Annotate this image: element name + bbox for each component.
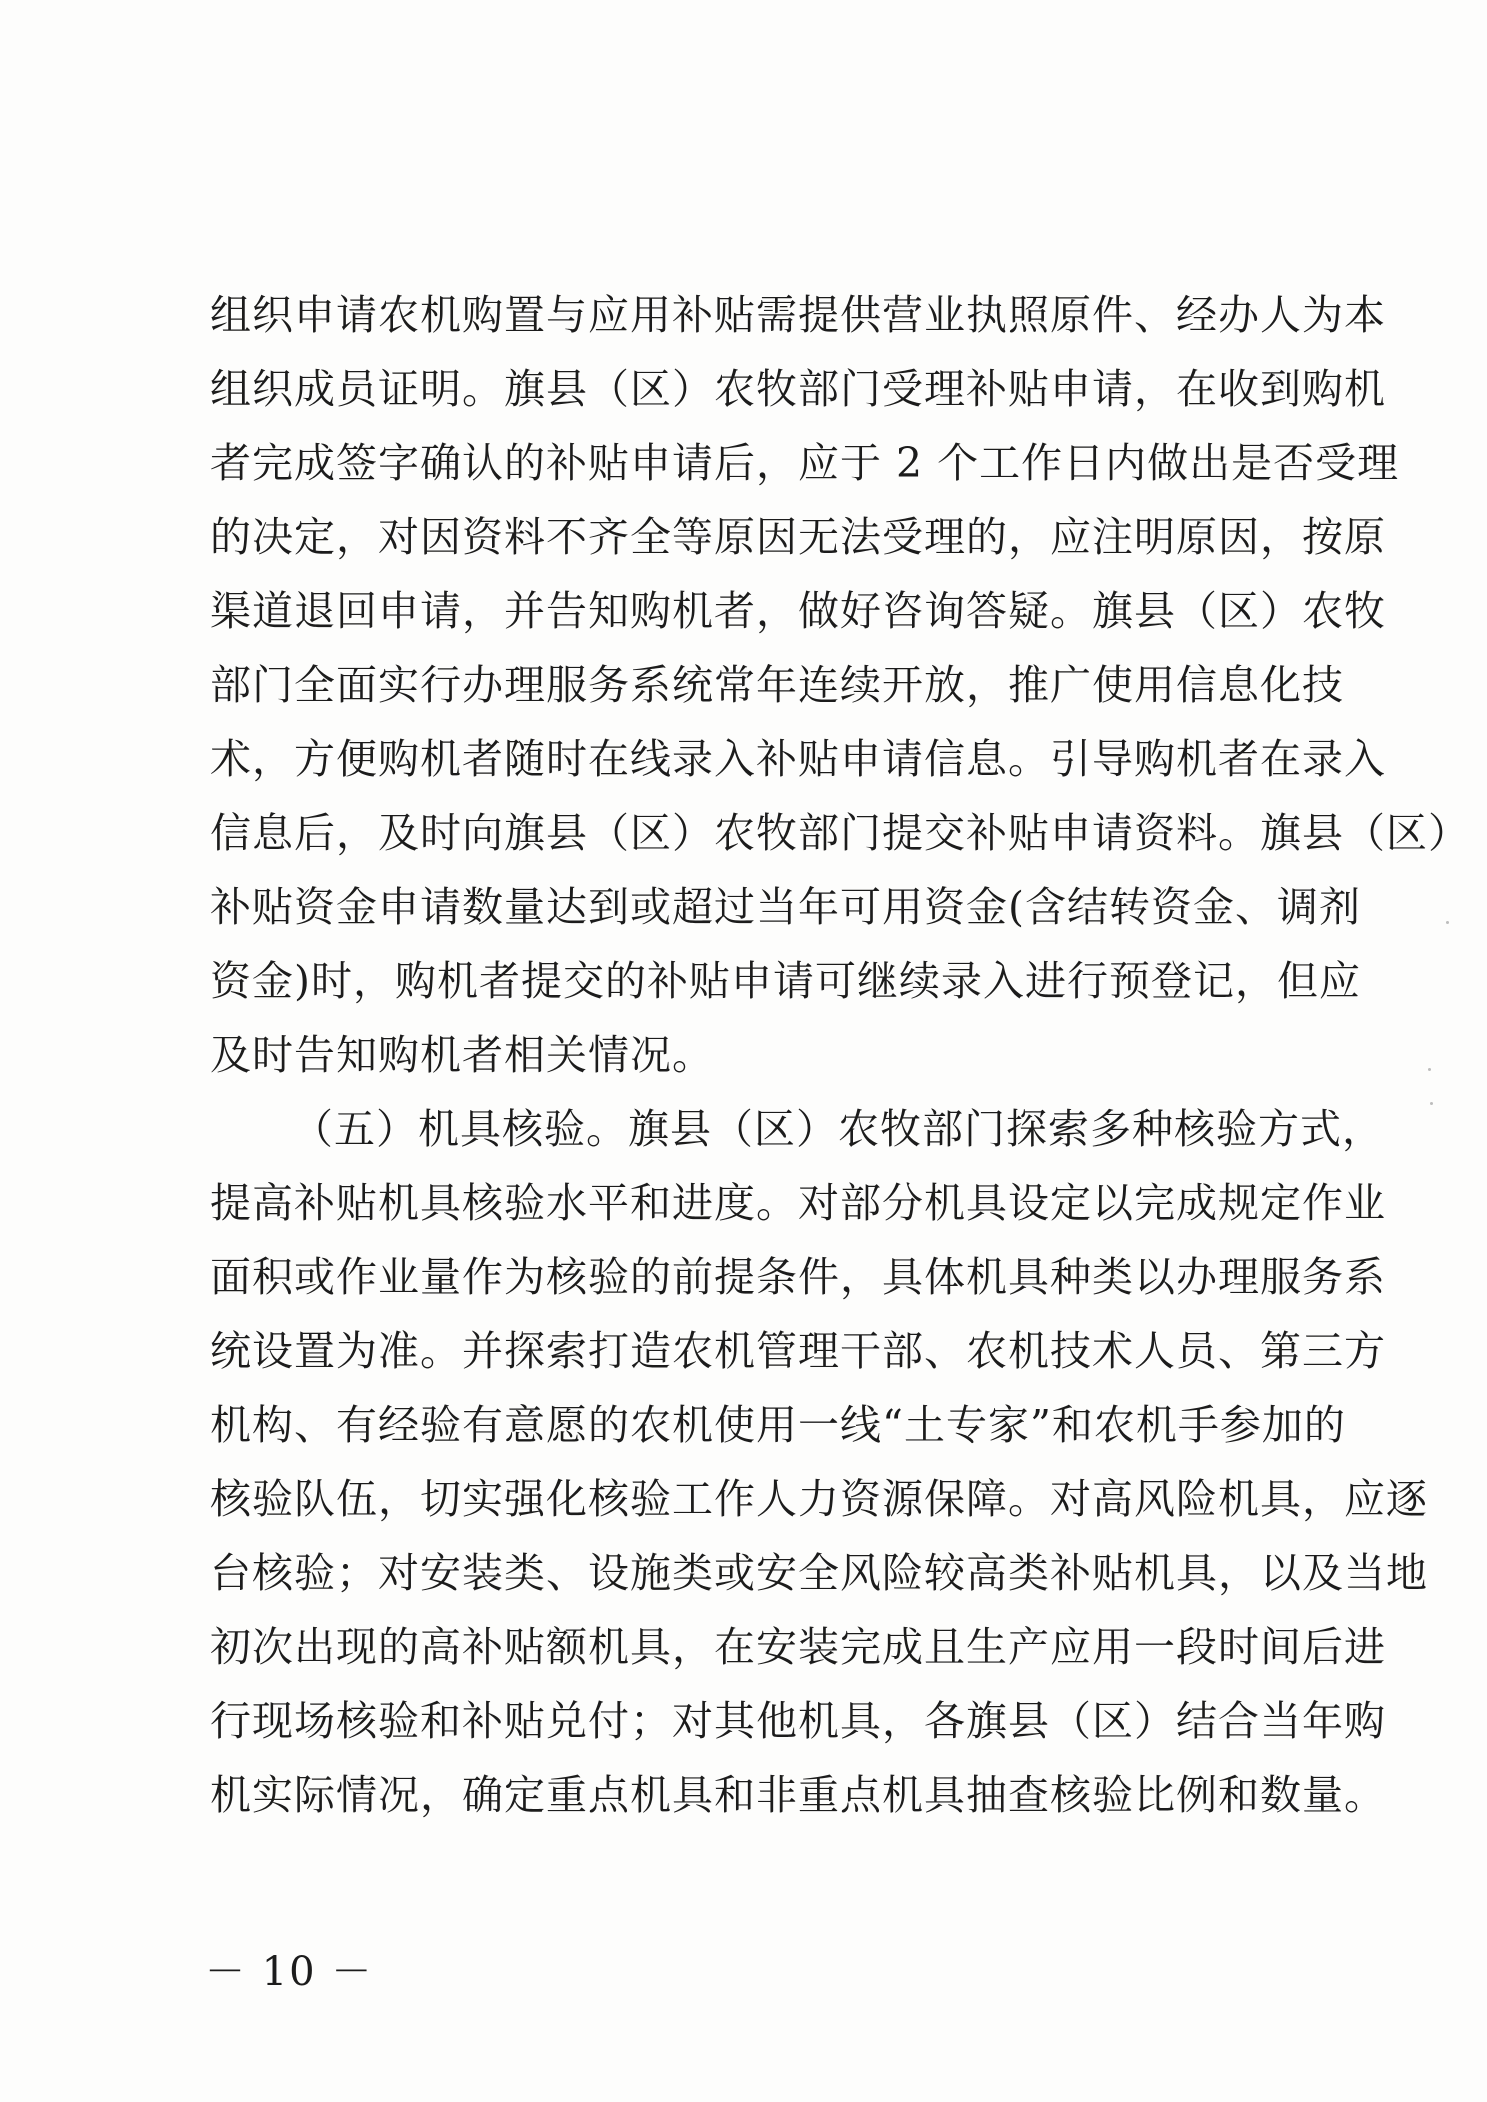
text-line: 机构、有经验有意愿的农机使用一线“土专家”和农机手参加的 (210, 1401, 1346, 1449)
text-line: 及时告知购机者相关情况。 (210, 1031, 714, 1079)
paragraph (210, 1092, 1428, 1832)
text-line: 统设置为准。并探索打造农机管理干部、农机技术人员、第三方 (210, 1327, 1386, 1375)
text-line: 台核验；对安装类、设施类或安全风险较高类补贴机具，以及当地 (210, 1549, 1428, 1597)
text-line: （五）机具核验。旗县（区）农牧部门探索多种核验方式， (292, 1105, 1384, 1153)
page-number: － 10 － (205, 1949, 374, 1995)
text-line: 者完成签字确认的补贴申请后，应于 2 个工作日内做出是否受理 (210, 439, 1400, 487)
text-line: 机实际情况，确定重点机具和非重点机具抽查核验比例和数量。 (210, 1771, 1386, 1819)
text-line: 提高补贴机具核验水平和进度。对部分机具设定以完成规定作业 (210, 1179, 1386, 1227)
text-line: 组织成员证明。旗县（区）农牧部门受理补贴申请，在收到购机 (210, 365, 1386, 413)
text-line: 初次出现的高补贴额机具，在安装完成且生产应用一段时间后进 (210, 1623, 1386, 1671)
scan-speck (1430, 1102, 1433, 1105)
text-line: 行现场核验和补贴兑付；对其他机具，各旗县（区）结合当年购 (210, 1697, 1386, 1745)
text-line: 术，方便购机者随时在线录入补贴申请信息。引导购机者在录入 (210, 735, 1386, 783)
text-line: 面积或作业量作为核验的前提条件，具体机具种类以办理服务系 (210, 1253, 1386, 1301)
body-text (210, 278, 1470, 1832)
text-line: 补贴资金申请数量达到或超过当年可用资金(含结转资金、调剂 (210, 883, 1361, 931)
text-line: 的决定，对因资料不齐全等原因无法受理的，应注明原因，按原 (210, 513, 1386, 561)
scan-speck (1446, 921, 1449, 924)
scan-speck (1428, 1068, 1431, 1071)
text-line: 部门全面实行办理服务系统常年连续开放，推广使用信息化技 (210, 661, 1344, 709)
paragraph (210, 278, 1470, 1092)
text-line: 渠道退回申请，并告知购机者，做好咨询答疑。旗县（区）农牧 (210, 587, 1386, 635)
text-line: 资金)时，购机者提交的补贴申请可继续录入进行预登记，但应 (210, 957, 1361, 1005)
text-line: 组织申请农机购置与应用补贴需提供营业执照原件、经办人为本 (210, 291, 1386, 339)
text-line: 信息后，及时向旗县（区）农牧部门提交补贴申请资料。旗县（区） (210, 809, 1470, 857)
text-line: 核验队伍，切实强化核验工作人力资源保障。对高风险机具，应逐 (210, 1475, 1428, 1523)
